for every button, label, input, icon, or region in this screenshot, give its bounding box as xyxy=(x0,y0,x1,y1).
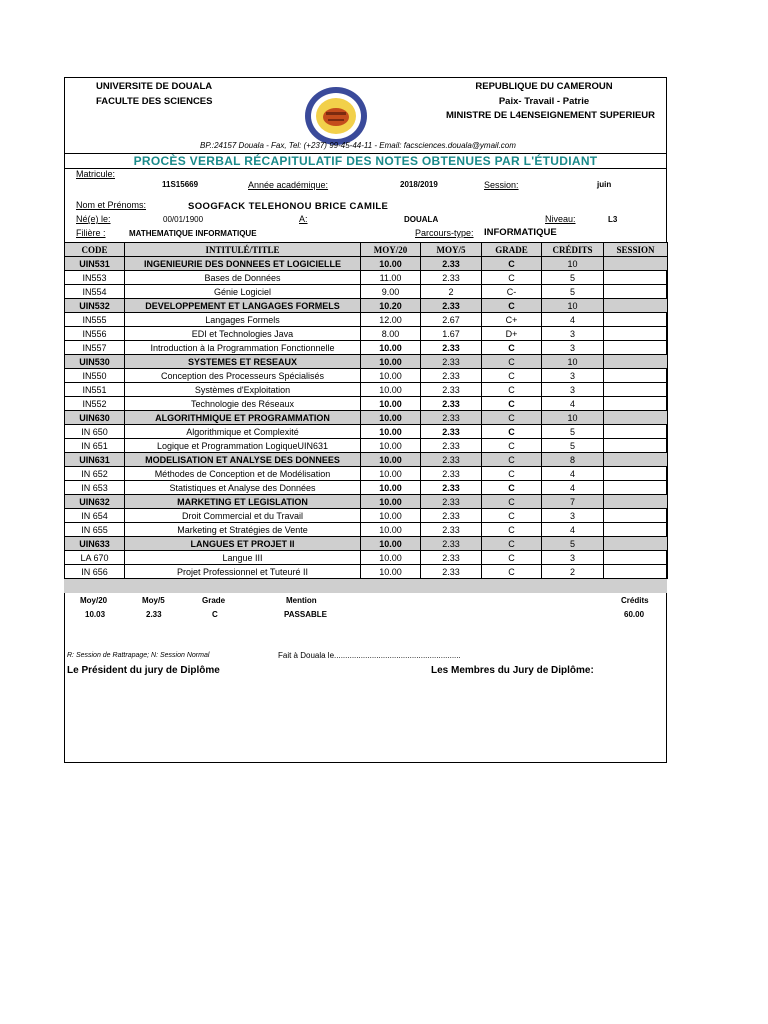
name-label: Nom et Prénoms: xyxy=(76,200,147,210)
cell-moy20: 10.00 xyxy=(361,537,421,551)
cell-moy5: 2.33 xyxy=(421,439,482,453)
cell-session xyxy=(604,453,668,467)
cell-moy5: 2.33 xyxy=(421,453,482,467)
cell-moy20: 10.00 xyxy=(361,397,421,411)
header-moy20: MOY/20 xyxy=(361,243,421,257)
summary-grade-value: C xyxy=(212,610,218,619)
cell-moy5: 1.67 xyxy=(421,327,482,341)
cell-moy5: 2.33 xyxy=(421,551,482,565)
cell-title: Introduction à la Programmation Fonctionnelle xyxy=(125,341,361,355)
cell-moy20: 10.00 xyxy=(361,341,421,355)
cell-moy20: 10.00 xyxy=(361,257,421,271)
cell-session xyxy=(604,299,668,313)
cell-moy20: 10.00 xyxy=(361,369,421,383)
cell-moy5: 2.33 xyxy=(421,411,482,425)
cell-moy5: 2.33 xyxy=(421,481,482,495)
cell-credits: 3 xyxy=(542,383,604,397)
cell-code: IN 655 xyxy=(65,523,125,537)
cell-title: Droit Commercial et du Travail xyxy=(125,509,361,523)
birth-date-label: Né(e) le: xyxy=(76,214,111,224)
cell-grade: C xyxy=(482,257,542,271)
cell-credits: 3 xyxy=(542,369,604,383)
summary-credits-label: Crédits xyxy=(621,596,649,605)
course-row xyxy=(65,565,668,579)
ue-row xyxy=(65,453,668,467)
course-row xyxy=(65,509,668,523)
cell-title: Technologie des Réseaux xyxy=(125,397,361,411)
cell-credits: 4 xyxy=(542,313,604,327)
session-value: juin xyxy=(597,180,612,189)
summary-grade-label: Grade xyxy=(202,596,226,605)
summary-mention-label: Mention xyxy=(286,596,317,605)
birth-place-value: DOUALA xyxy=(404,215,439,224)
cell-credits: 2 xyxy=(542,565,604,579)
cell-code: UIN633 xyxy=(65,537,125,551)
cell-code: IN552 xyxy=(65,397,125,411)
cell-credits: 3 xyxy=(542,509,604,523)
signature-place-date: Fait à Douala le......................................................... xyxy=(278,651,461,660)
cell-moy5: 2.67 xyxy=(421,313,482,327)
university-seal-logo xyxy=(304,86,368,146)
cell-session xyxy=(604,551,668,565)
cell-title: Statistiques et Analyse des Données xyxy=(125,481,361,495)
cell-session xyxy=(604,523,668,537)
cell-grade: C xyxy=(482,509,542,523)
cell-grade: C xyxy=(482,341,542,355)
cell-moy20: 10.00 xyxy=(361,551,421,565)
cell-credits: 5 xyxy=(542,271,604,285)
cell-moy5: 2.33 xyxy=(421,565,482,579)
cell-session xyxy=(604,369,668,383)
cell-moy20: 10.00 xyxy=(361,411,421,425)
cell-code: IN556 xyxy=(65,327,125,341)
level-value: L3 xyxy=(608,215,618,224)
cell-title: LANGUES ET PROJET II xyxy=(125,537,361,551)
cell-session xyxy=(604,425,668,439)
cell-moy5: 2.33 xyxy=(421,355,482,369)
cell-session xyxy=(604,565,668,579)
cell-grade: C xyxy=(482,411,542,425)
course-row xyxy=(65,551,668,565)
cell-moy20: 9.00 xyxy=(361,285,421,299)
cell-session xyxy=(604,257,668,271)
cell-code: LA 670 xyxy=(65,551,125,565)
cell-moy5: 2.33 xyxy=(421,495,482,509)
track-label: Parcours-type: xyxy=(415,228,474,238)
table-header-row xyxy=(65,243,668,257)
cell-moy5: 2.33 xyxy=(421,257,482,271)
matricule-value: 11S15669 xyxy=(162,180,199,189)
header-code: CODE xyxy=(65,243,125,257)
cell-code: IN551 xyxy=(65,383,125,397)
track-value: INFORMATIQUE xyxy=(484,227,557,238)
cell-code: IN 651 xyxy=(65,439,125,453)
header-credits: CRÉDITS xyxy=(542,243,604,257)
cell-moy20: 10.00 xyxy=(361,439,421,453)
document-title: PROCÈS VERBAL RÉCAPITULATIF DES NOTES OBTENUES PAR L'ÉTUDIANT xyxy=(133,154,598,168)
cell-code: UIN532 xyxy=(65,299,125,313)
cell-moy5: 2.33 xyxy=(421,383,482,397)
cell-moy5: 2.33 xyxy=(421,271,482,285)
cell-code: IN557 xyxy=(65,341,125,355)
cell-credits: 10 xyxy=(542,257,604,271)
course-row xyxy=(65,467,668,481)
cell-moy20: 10.00 xyxy=(361,523,421,537)
country-name: REPUBLIQUE DU CAMEROUN xyxy=(475,81,613,92)
summary-moy20-label: Moy/20 xyxy=(80,596,108,605)
header-moy5: MOY/5 xyxy=(421,243,482,257)
cell-code: UIN632 xyxy=(65,495,125,509)
cell-grade: C xyxy=(482,537,542,551)
ue-row xyxy=(65,495,668,509)
cell-code: IN 654 xyxy=(65,509,125,523)
cell-credits: 4 xyxy=(542,467,604,481)
cell-title: ALGORITHMIQUE ET PROGRAMMATION xyxy=(125,411,361,425)
cell-credits: 4 xyxy=(542,397,604,411)
jury-members-label: Les Membres du Jury de Diplôme: xyxy=(431,665,594,676)
cell-credits: 3 xyxy=(542,341,604,355)
cell-code: IN 650 xyxy=(65,425,125,439)
birth-date-value: 00/01/1900 xyxy=(163,215,204,224)
course-row xyxy=(65,313,668,327)
cell-moy5: 2.33 xyxy=(421,467,482,481)
cell-session xyxy=(604,467,668,481)
student-name: SOOGFACK TELEHONOU BRICE CAMILE xyxy=(188,201,389,212)
cell-grade: C xyxy=(482,453,542,467)
grades-table xyxy=(64,242,668,579)
cell-grade: C xyxy=(482,355,542,369)
course-row xyxy=(65,327,668,341)
cell-grade: C xyxy=(482,299,542,313)
cell-credits: 10 xyxy=(542,411,604,425)
cell-title: EDI et Technologies Java xyxy=(125,327,361,341)
cell-moy20: 11.00 xyxy=(361,271,421,285)
cell-code: IN555 xyxy=(65,313,125,327)
course-row xyxy=(65,285,668,299)
cell-credits: 5 xyxy=(542,537,604,551)
cell-code: IN 653 xyxy=(65,481,125,495)
cell-credits: 4 xyxy=(542,523,604,537)
cell-moy5: 2 xyxy=(421,285,482,299)
cell-moy5: 2.33 xyxy=(421,509,482,523)
cell-title: MODELISATION ET ANALYSE DES DONNEES xyxy=(125,453,361,467)
birth-place-label: A: xyxy=(299,214,308,224)
cell-moy20: 10.00 xyxy=(361,509,421,523)
summary-mention-value: PASSABLE xyxy=(284,610,327,619)
cell-credits: 10 xyxy=(542,355,604,369)
cell-grade: C xyxy=(482,495,542,509)
cell-credits: 3 xyxy=(542,327,604,341)
field-value: MATHEMATIQUE INFORMATIQUE xyxy=(129,229,257,238)
cell-title: Génie Logiciel xyxy=(125,285,361,299)
cell-moy20: 10.20 xyxy=(361,299,421,313)
cell-moy5: 2.33 xyxy=(421,369,482,383)
course-row xyxy=(65,439,668,453)
cell-credits: 3 xyxy=(542,551,604,565)
jury-president-label: Le Président du jury de Diplôme xyxy=(67,665,220,676)
summary-credits-value: 60.00 xyxy=(624,610,645,619)
cell-session xyxy=(604,411,668,425)
cell-grade: D+ xyxy=(482,327,542,341)
cell-moy5: 2.33 xyxy=(421,341,482,355)
cell-grade: C xyxy=(482,551,542,565)
country-motto: Paix- Travail - Patrie xyxy=(498,96,590,107)
cell-title: Systèmes d'Exploitation xyxy=(125,383,361,397)
cell-session xyxy=(604,397,668,411)
cell-code: UIN631 xyxy=(65,453,125,467)
cell-code: UIN531 xyxy=(65,257,125,271)
session-legend: R: Session de Rattrapage; N: Session Normal xyxy=(67,652,210,659)
cell-title: INGENIEURIE DES DONNEES ET LOGICIELLE xyxy=(125,257,361,271)
cell-moy20: 10.00 xyxy=(361,383,421,397)
course-row xyxy=(65,425,668,439)
cell-session xyxy=(604,271,668,285)
cell-code: IN 652 xyxy=(65,467,125,481)
cell-grade: C xyxy=(482,369,542,383)
cell-title: Conception des Processeurs Spécialisés xyxy=(125,369,361,383)
course-row xyxy=(65,383,668,397)
cell-moy5: 2.33 xyxy=(421,397,482,411)
academic-year-value: 2018/2019 xyxy=(400,180,438,189)
cell-title: Langue III xyxy=(125,551,361,565)
field-label: Filière : xyxy=(76,228,106,238)
cell-title: MARKETING ET LEGISLATION xyxy=(125,495,361,509)
cell-title: DEVELOPPEMENT ET LANGAGES FORMELS xyxy=(125,299,361,313)
cell-code: IN554 xyxy=(65,285,125,299)
cell-moy20: 10.00 xyxy=(361,467,421,481)
cell-code: UIN630 xyxy=(65,411,125,425)
cell-credits: 5 xyxy=(542,285,604,299)
cell-session xyxy=(604,495,668,509)
cell-title: Logique et Programmation LogiqueUIN631 xyxy=(125,439,361,453)
course-row xyxy=(65,341,668,355)
faculty-name: FACULTE DES SCIENCES xyxy=(96,96,213,107)
course-row xyxy=(65,397,668,411)
cell-grade: C- xyxy=(482,285,542,299)
cell-session xyxy=(604,313,668,327)
cell-session xyxy=(604,383,668,397)
summary-moy5-label: Moy/5 xyxy=(142,596,165,605)
cell-code: IN550 xyxy=(65,369,125,383)
cell-grade: C xyxy=(482,565,542,579)
cell-grade: C xyxy=(482,271,542,285)
cell-code: IN 656 xyxy=(65,565,125,579)
cell-code: UIN530 xyxy=(65,355,125,369)
cell-title: Algorithmique et Complexité xyxy=(125,425,361,439)
cell-moy20: 10.00 xyxy=(361,355,421,369)
course-row xyxy=(65,523,668,537)
matricule-label: Matricule: xyxy=(76,169,116,179)
cell-session xyxy=(604,537,668,551)
cell-moy5: 2.33 xyxy=(421,537,482,551)
summary-moy5-value: 2.33 xyxy=(146,610,162,619)
cell-session xyxy=(604,341,668,355)
session-label: Session: xyxy=(484,180,519,190)
cell-moy20: 10.00 xyxy=(361,425,421,439)
cell-grade: C+ xyxy=(482,313,542,327)
cell-grade: C xyxy=(482,467,542,481)
cell-grade: C xyxy=(482,383,542,397)
cell-moy20: 10.00 xyxy=(361,453,421,467)
cell-grade: C xyxy=(482,439,542,453)
level-label: Niveau: xyxy=(545,214,576,224)
cell-title: Projet Professionnel et Tuteuré II xyxy=(125,565,361,579)
cell-credits: 7 xyxy=(542,495,604,509)
cell-credits: 10 xyxy=(542,299,604,313)
course-row xyxy=(65,271,668,285)
cell-session xyxy=(604,439,668,453)
cell-moy5: 2.33 xyxy=(421,299,482,313)
summary-moy20-value: 10.03 xyxy=(85,610,106,619)
cell-session xyxy=(604,355,668,369)
cell-credits: 8 xyxy=(542,453,604,467)
ue-row xyxy=(65,537,668,551)
cell-session xyxy=(604,327,668,341)
cell-title: Marketing et Stratégies de Vente xyxy=(125,523,361,537)
cell-moy20: 10.00 xyxy=(361,481,421,495)
cell-credits: 4 xyxy=(542,481,604,495)
course-row xyxy=(65,369,668,383)
header-title: INTITULÉ/TITLE xyxy=(125,243,361,257)
cell-moy20: 10.00 xyxy=(361,565,421,579)
cell-grade: C xyxy=(482,397,542,411)
ue-row xyxy=(65,355,668,369)
cell-grade: C xyxy=(482,481,542,495)
cell-code: IN553 xyxy=(65,271,125,285)
course-row xyxy=(65,481,668,495)
cell-moy5: 2.33 xyxy=(421,425,482,439)
academic-year-label: Année académique: xyxy=(248,180,329,190)
cell-moy20: 10.00 xyxy=(361,495,421,509)
ue-row xyxy=(65,257,668,271)
cell-grade: C xyxy=(482,523,542,537)
cell-title: Méthodes de Conception et de Modélisation xyxy=(125,467,361,481)
ue-row xyxy=(65,411,668,425)
faculty-address: BP.:24157 Douala - Fax, Tel: (+237) 99-45-44-11 - Email: facsciences.douala@ymail.com xyxy=(200,141,516,150)
header-session: SESSION xyxy=(604,243,668,257)
university-name: UNIVERSITE DE DOUALA xyxy=(96,81,213,92)
cell-session xyxy=(604,509,668,523)
cell-credits: 5 xyxy=(542,425,604,439)
cell-session xyxy=(604,285,668,299)
ue-row xyxy=(65,299,668,313)
cell-moy5: 2.33 xyxy=(421,523,482,537)
cell-title: Bases de Données xyxy=(125,271,361,285)
header-grade: GRADE xyxy=(482,243,542,257)
ministry-name: MINISTRE DE L4ENSEIGNEMENT SUPERIEUR xyxy=(446,110,656,121)
summary-separator-bar xyxy=(64,579,667,593)
cell-credits: 5 xyxy=(542,439,604,453)
cell-grade: C xyxy=(482,425,542,439)
cell-title: Langages Formels xyxy=(125,313,361,327)
cell-moy20: 8.00 xyxy=(361,327,421,341)
cell-session xyxy=(604,481,668,495)
cell-moy20: 12.00 xyxy=(361,313,421,327)
cell-title: SYSTEMES ET RESEAUX xyxy=(125,355,361,369)
